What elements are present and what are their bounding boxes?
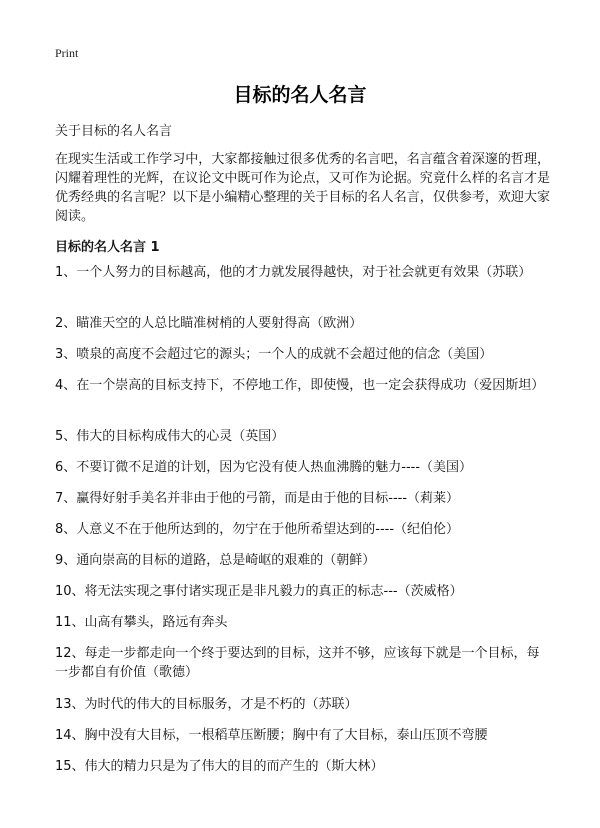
section-heading: 目标的名人名言 1 bbox=[55, 240, 160, 255]
quote-item: 9、通向崇高的目标的道路，总是崎岖的艰难的（朝鲜） bbox=[55, 553, 376, 568]
quote-item: 4、在一个崇高的目标支持下，不停地工作，即使慢，也一定会获得成功（爱因斯坦） bbox=[55, 378, 545, 393]
quote-item: 13、为时代的伟大的目标服务，才是不朽的（苏联） bbox=[55, 697, 358, 712]
quote-item: 12、每走一步都走向一个终于要达到的目标，这并不够，应该每下就是一个目标，每一步都自有价值（歌德） bbox=[55, 646, 540, 680]
print-label: Print bbox=[55, 46, 79, 60]
quote-item: 11、山高有攀头，路远有奔头 bbox=[55, 615, 228, 630]
quote-item: 6、不要订微不足道的计划，因为它没有使人热血沸腾的魅力----（美国） bbox=[55, 460, 473, 475]
quote-item: 10、将无法实现之事付诸实现正是非凡毅力的真正的标志---（茨威格） bbox=[55, 584, 463, 599]
quote-item: 7、赢得好射手美名并非由于他的弓箭，而是由于他的目标----（莉莱） bbox=[55, 491, 460, 506]
subtitle: 关于目标的名人名言 bbox=[55, 124, 173, 139]
page-title: 目标的名人名言 bbox=[233, 84, 367, 106]
quote-item: 2、瞄准天空的人总比瞄准树梢的人要射得高（欧洲） bbox=[55, 316, 363, 331]
quote-item: 5、伟大的目标构成伟大的心灵（英国） bbox=[55, 429, 285, 444]
quote-item: 1、一个人努力的目标越高，他的才力就发展得越快，对于社会就更有效果（苏联） bbox=[55, 265, 532, 280]
quote-item: 15、伟大的精力只是为了伟大的目的而产生的（斯大林） bbox=[55, 759, 384, 774]
intro-paragraph: 在现实生活或工作学习中，大家都接触过很多优秀的名言吧，名言蕴含着深邃的哲理，闪耀着理性的光辉，在议论文中既可作为论点，又可作为论据。究竟什么样的名言才是优秀经典的名言呢？以下是小编精心整理的关于目标的名人名言，仅供参考，欢迎大家阅读。 bbox=[55, 152, 550, 224]
quote-item: 14、胸中没有大目标，一根稻草压断腰；胸中有了大目标，泰山压顶不弯腰 bbox=[55, 728, 488, 743]
quote-item: 8、人意义不在于他所达到的，勿宁在于他所希望达到的----（纪伯伦） bbox=[55, 522, 460, 537]
quote-item: 3、喷泉的高度不会超过它的源头；一个人的成就不会超过他的信念（美国） bbox=[55, 347, 493, 362]
